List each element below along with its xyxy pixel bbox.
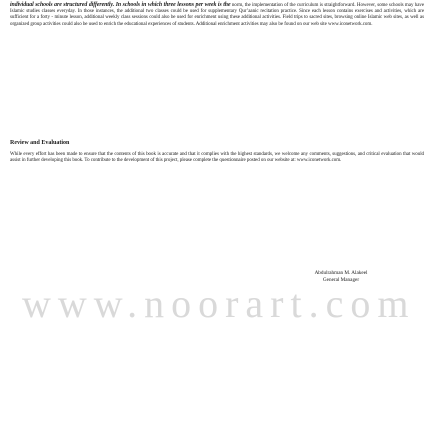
signature-block: [266, 270, 416, 283]
intro-body-text: norm, the implementation of the curriculum is straightforward. However, some schools may have Islamic studies classes everyday. In those instances, the additional two classes could be used for supplementary Qur’aanic recitation practice. Since each lesson contains exercises and activities, which are sufficient for a forty - minute lesson, additional weekly class sessions could also be used for enrichment using these additional activities. Field trips to sacred sites, browsing online Islamic web sites, as well as organized group activities could also be used to enrich the educational experiences of students. Additional enrichment activities may also be found on our web site www.iconetwork.com.: [10, 3, 424, 27]
intro-paragraph-block: [10, 2, 424, 28]
intro-paragraph: [10, 2, 424, 28]
watermark: www.noorart.com: [22, 281, 416, 326]
intro-lead-text: individual schools are structured differently. In schools in which three lessons per week is the: [10, 2, 231, 8]
review-paragraph: While every effort has been made to ensure that the contents of this book is accurate and that it complies with the highest standards, we welcome any comments, suggestions, and critical evaluation that would assist in further developing this book. To contribute to the development of this project, please complete the questionnaire posted on our website at: www.iconetwork.com.: [10, 152, 424, 164]
review-heading: Review and Evaluation: [10, 140, 70, 146]
signature-title: General Manager: [322, 276, 360, 283]
signature-name: Abdulrahman M. Alakeel: [314, 270, 368, 276]
